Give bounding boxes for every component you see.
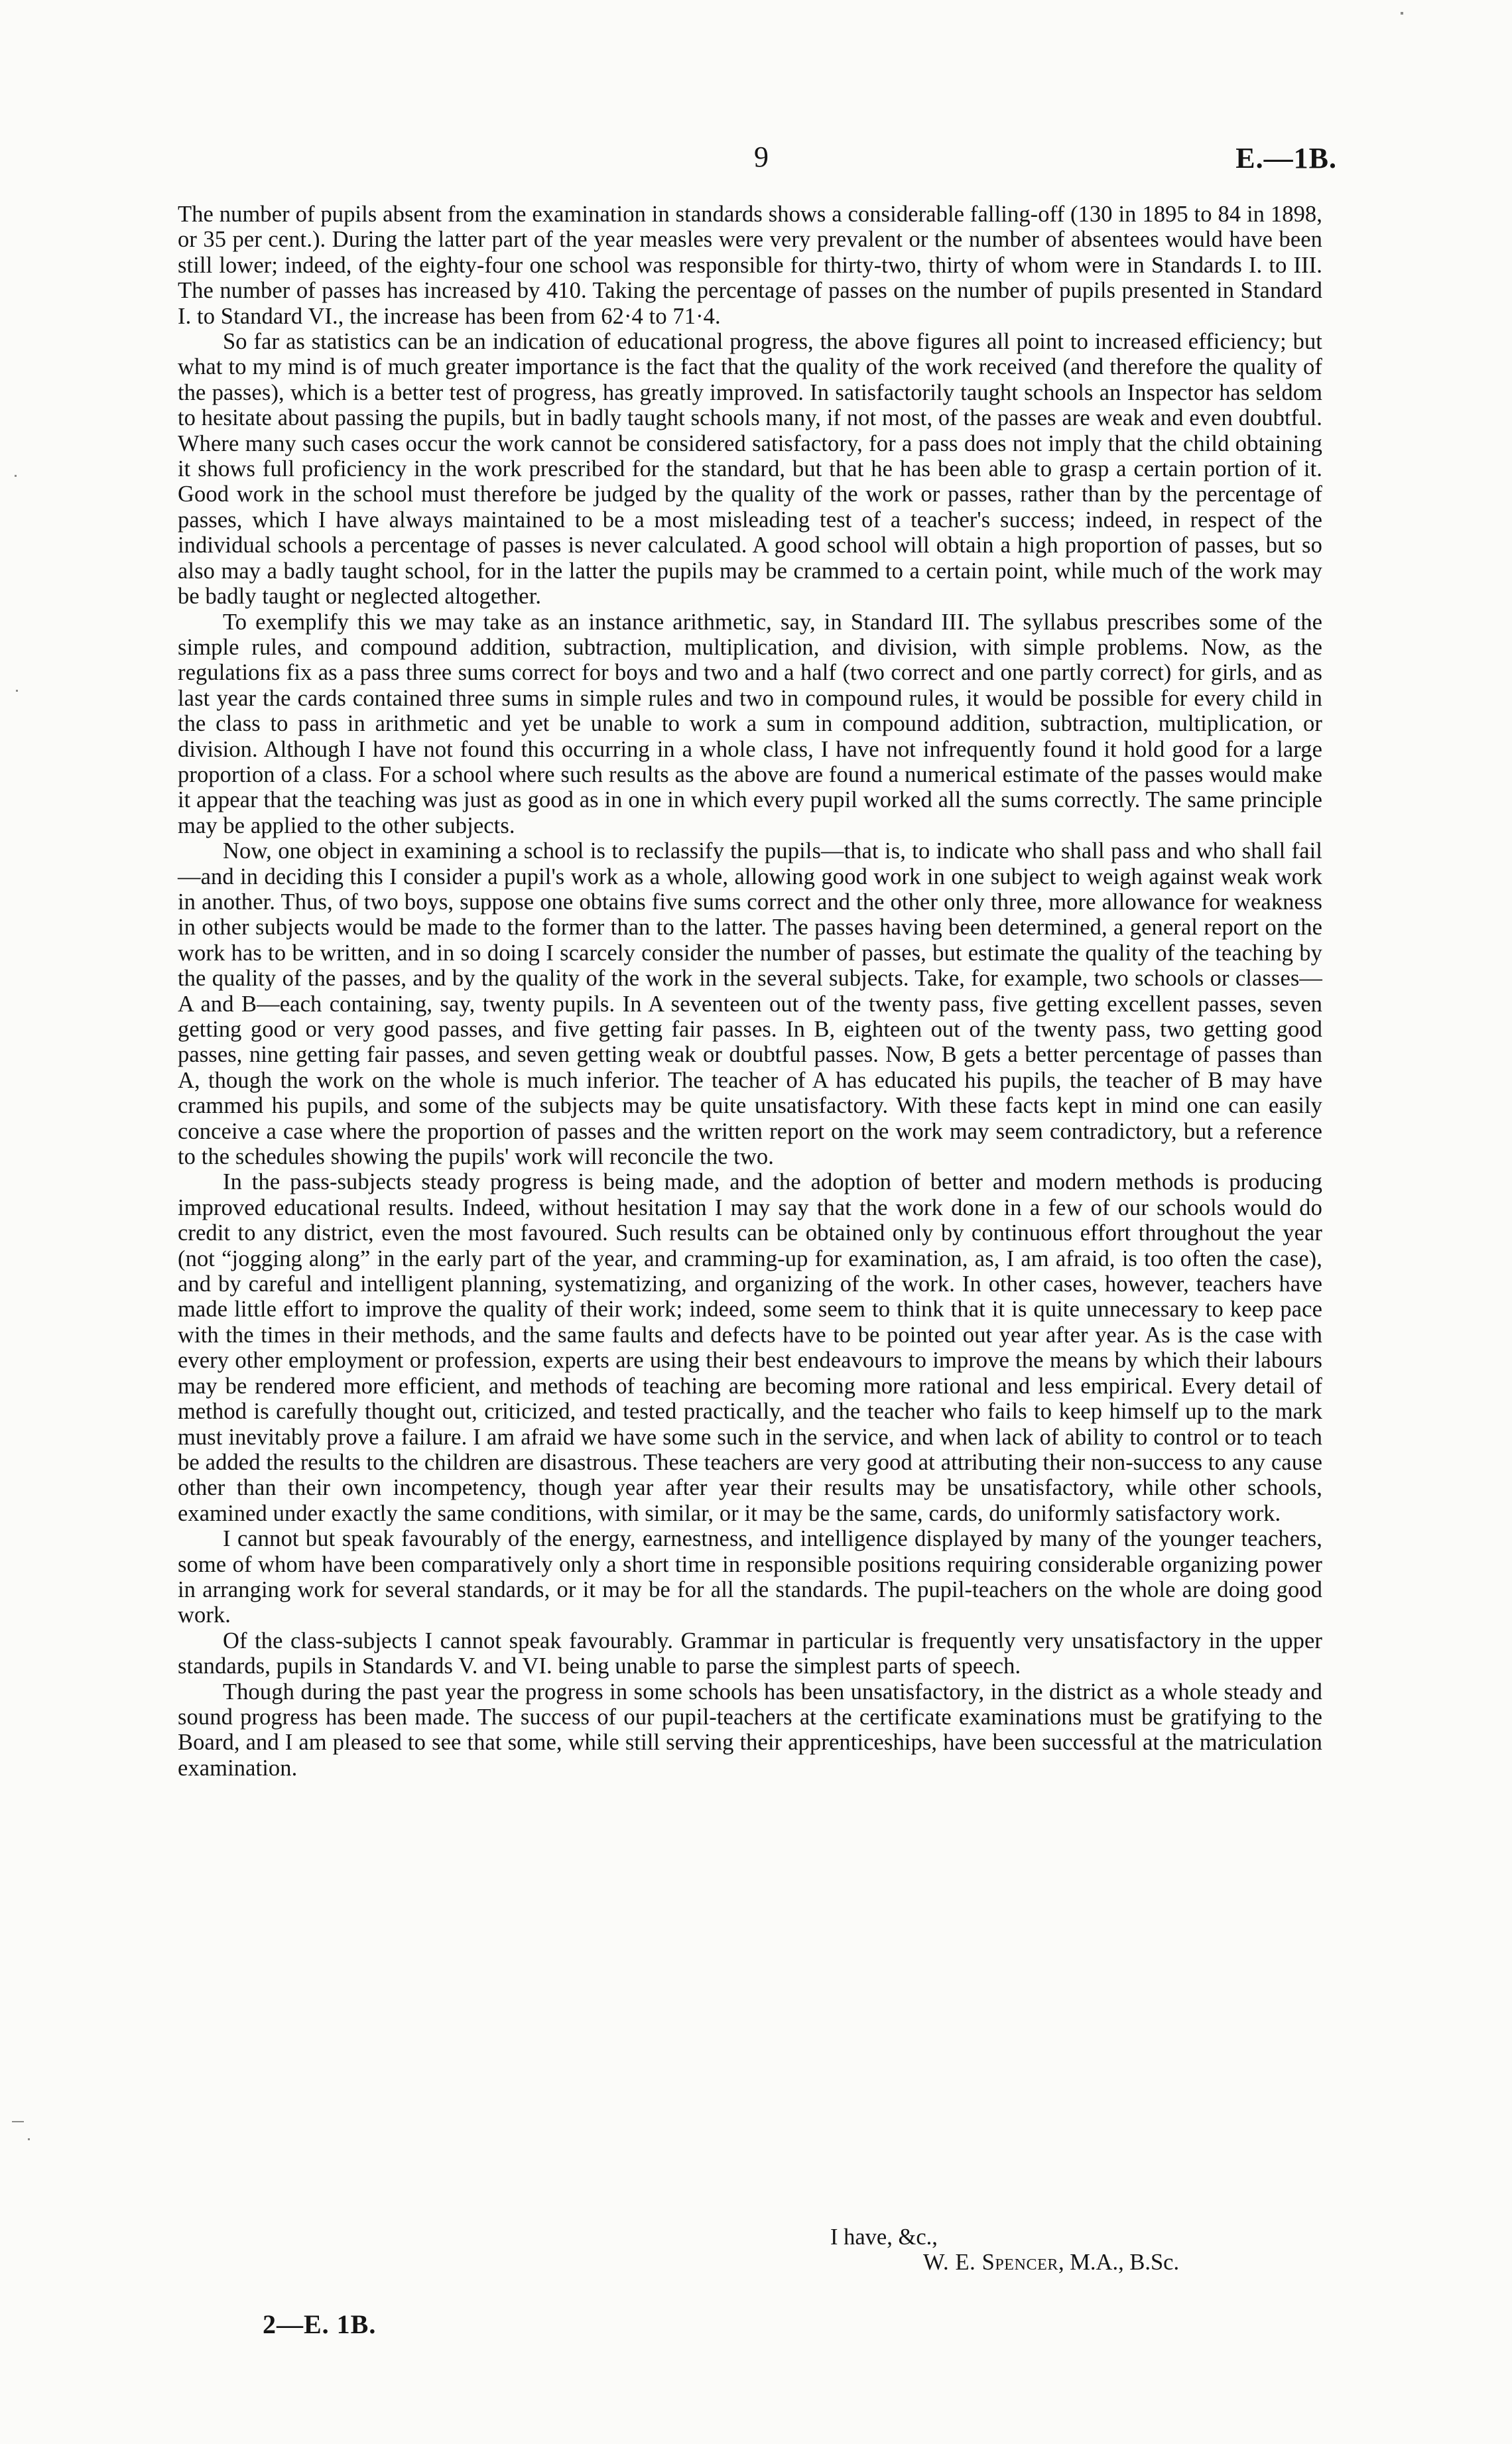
margin-speck bbox=[15, 475, 17, 477]
paragraph-statistics: So far as statistics can be an indication of educational progress, the above figures all point to increased efficiency; but what to my mind is of much greater importance is the fact that the quality of the work received (and therefore the quality of the passes), which is a better test of progress, has greatly improved. In satisfactorily taught schools an Inspector has seldom to hesitate about passing the pupils, but in badly taught schools many, if not most, of the passes are weak and even doubtful. Where many such cases occur the work cannot be considered satisfactory, for a pass does not imply that the child obtaining it shows full proficiency in the work prescribed for the standard, but that he has been able to grasp a certain portion of it. Good work in the school must therefore be judged by the quality of the work or passes, rather than by the percentage of passes, which I have always maintained to be a most misleading test of a teacher's success; indeed, in respect of the individual schools a percentage of passes is never calculated. A good school will obtain a high proportion of passes, but so also may a badly taught school, for in the latter the pupils may be crammed to a certain point, while much of the work may be badly taught or neglected altogether. bbox=[178, 329, 1322, 610]
paragraph-arithmetic-example: To exemplify this we may take as an instance arithmetic, say, in Standard III. The syllabus prescribes some of the simple rules, and compound addition, subtraction, multiplication, and division, with simple problems. Now, as the regulations fix as a pass three sums correct for boys and two and a half (two correct and one partly correct) for girls, and as last year the cards contained three sums in simple rules and two in compound rules, it would be possible for every child in the class to pass in arithmetic and yet be unable to work a sum in compound addition, subtraction, multiplication, or division. Although I have not found this occurring in a whole class, I have not infrequently found it hold good for a large proportion of a class. For a school where such results as the above are found a numerical estimate of the passes would make it appear that the teaching was just as good as in one in which every pupil worked all the sums correctly. The same principle may be applied to the other subjects. bbox=[178, 609, 1322, 838]
report-body bbox=[178, 202, 1322, 1781]
margin-speck bbox=[16, 690, 18, 692]
signature-degrees: , M.A., B.Sc. bbox=[1058, 2250, 1180, 2275]
series-reference: E.—1B. bbox=[1235, 142, 1337, 174]
margin-speck bbox=[1401, 12, 1403, 15]
paragraph-pass-subjects: In the pass-subjects steady progress is being made, and the adoption of better and modern methods is producing improved educational results. Indeed, without hesitation I may say that the work done in a few of our schools would do credit to any district, even the most favoured. Such results can be obtained only by continuous effort throughout the year (not “jogging along” in the early part of the year, and cramming-up for examination, as, I am afraid, is too often the case), and by careful and intelligent planning, systematizing, and organizing of the work. In other cases, however, teachers have made little effort to improve the quality of their work; indeed, some seem to think that it is quite unnecessary to keep pace with the times in their methods, and the same faults and defects have to be pointed out year after year. As is the case with every other employment or profession, experts are using their best endeavours to improve the means by which their labours may be rendered more efficient, and methods of teaching are becoming more rational and less empirical. Every detail of method is carefully thought out, criticized, and tested practically, and the teacher who fails to keep himself up to the mark must inevitably prove a failure. I am afraid we have some such in the service, and when lack of ability to control or to teach be added the results to the children are disastrous. These teachers are very good at attributing their non-success to any cause other than their own incompetency, though year after year their results may be unsatisfactory, while other schools, examined under exactly the same conditions, with similar, or it may be the same, cards, do uniformly satisfactory work. bbox=[178, 1169, 1322, 1526]
sheet-mark: 2—E. 1B. bbox=[263, 2309, 377, 2339]
paragraph-younger-teachers: I cannot but speak favourably of the energy, earnestness, and intelligence displayed by many of the younger teachers, some of whom have been comparatively only a short time in responsible positions requiring considerable organizing power in arranging work for several standards, or it may be for all the standards. The pupil-teachers on the whole are doing good work. bbox=[178, 1526, 1322, 1628]
paragraph-class-subjects: Of the class-subjects I cannot speak favourably. Grammar in particular is frequently very unsatisfactory in the upper standards, pupils in Standards V. and VI. being unable to parse the simplest parts of speech. bbox=[178, 1628, 1322, 1679]
page-number: 9 bbox=[754, 141, 769, 173]
paragraph-conclusion: Though during the past year the progress in some schools has been unsatisfactory, in the district as a whole steady and sound progress has been made. The success of our pupil-teachers at the certificate examinations must be gratifying to the Board, and I am pleased to see that some, while still serving their apprenticeships, have been successful at the matriculation examination. bbox=[178, 1679, 1322, 1781]
signature-name: W. E. Spencer bbox=[923, 2250, 1058, 2275]
margin-speck bbox=[28, 2138, 30, 2140]
margin-speck bbox=[12, 2121, 24, 2122]
paragraph-reclassification: Now, one object in examining a school is to reclassify the pupils—that is, to indicate who shall pass and who shall fail—and in deciding this I consider a pupil's work as a whole, allowing good work in one subject to weigh against weak work in another. Thus, of two boys, suppose one obtains five sums correct and the other only three, more allowance for weakness in other subjects would be made to the former than to the latter. The passes having been determined, a general report on the work has to be written, and in so doing I scarcely consider the number of passes, but estimate the quality of the teaching by the quality of the passes, and by the quality of the work in the several subjects. Take, for example, two schools or classes—A and B—each containing, say, twenty pupils. In A seventeen out of the twenty pass, five getting excellent passes, seven getting good or very good passes, and five getting fair passes. In B, eighteen out of the twenty pass, two getting good passes, nine getting fair passes, and seven getting weak or doubtful passes. Now, B gets a better percentage of passes than A, though the work on the whole is much inferior. The teacher of A has educated his pupils, the teacher of B may have crammed his pupils, and some of the subjects may be quite unsatisfactory. With these facts kept in mind one can easily conceive a case where the proportion of passes and the written report on the work may seem contradictory, but a reference to the schedules showing the pupils' work will reconcile the two. bbox=[178, 838, 1322, 1170]
closing-greeting: I have, &c., bbox=[830, 2224, 938, 2250]
signature bbox=[178, 2250, 1512, 2275]
paragraph-absentees: The number of pupils absent from the examination in standards shows a considerable falling-off (130 in 1895 to 84 in 1898, or 35 per cent.). During the latter part of the year measles were very prevalent or the number of absentees would have been still lower; indeed, of the eighty-four one school was responsible for thirty-two, thirty of whom were in Standards I. to III. The number of passes has increased by 410. Taking the percentage of passes on the number of pupils presented in Standard I. to Standard VI., the increase has been from 62·4 to 71·4. bbox=[178, 202, 1322, 329]
